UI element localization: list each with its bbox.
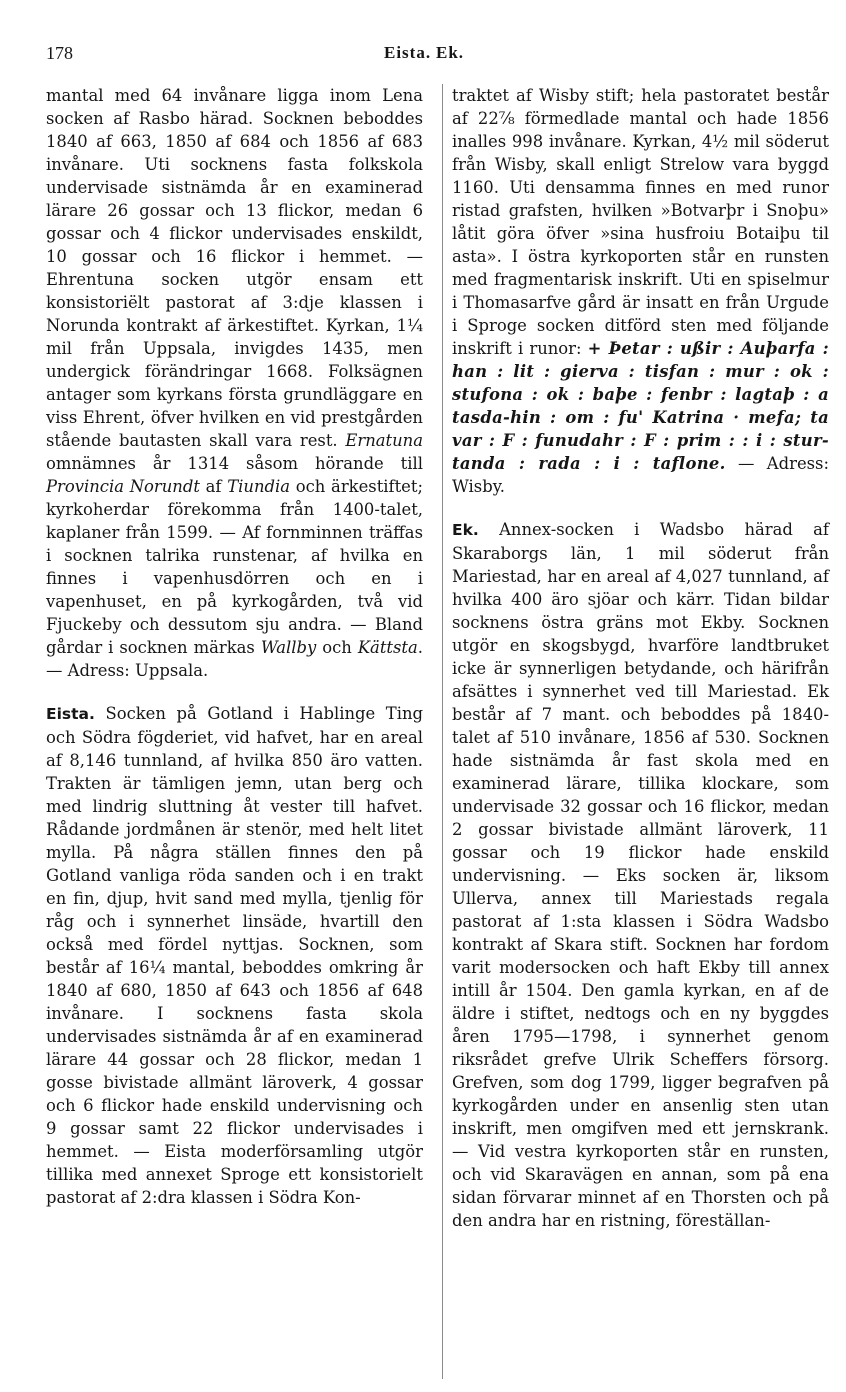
left-column	[46, 84, 423, 1209]
italic-place-name: Ernatuna	[345, 431, 423, 450]
text-run: mantal med 64 invånare ligga inom Lena socken af Rasbo härad. Socknen beboddes 1840 af 663, 1850 af 684 och 1856 af 683 invånare. Uti socknens fasta folkskola undervisade sistnämda år en examinerad lärare 26 gossar och 13 flickor, medan 6 gossar och 4 flickor undervisades enskildt, 10 gossar och 16 flickor i hemmet. — Ehrentuna socken utgör ensam ett konsistoriëlt pastorat af 3:dje klassen i Norunda kontrakt af ärkestiftet. Kyrkan, 1¼ mil från Uppsala, invigdes 1435, men undergick förändringar 1668. Folksägnen antager som kyrkans första grundläggare en viss Ehrent, öfver hvilken en vid prestgården stående bautasten skall vara rest.	[46, 86, 423, 450]
runic-inscription: + Þetar : ußir : Auþarfa : han : lit : gierva : tisfan : mur : ok : stufona : ok : baþe : fenbr : lagtaþ : a tasda-hin : om : fu' Katrina · mefa; ta var : F : funudahr : F : prim : : i : stur-tanda : rada : i : taflone.	[452, 339, 829, 473]
italic-place-name: Kättsta	[357, 638, 418, 657]
text-run: omnämnes år 1314 såsom hörande till	[46, 454, 423, 473]
italic-place-name: Tiundia	[227, 477, 291, 496]
running-head-left: Eista.	[384, 43, 432, 62]
text-run: och	[316, 638, 358, 657]
eista-entry	[46, 702, 423, 1209]
text-run: af	[199, 477, 228, 496]
page-number: 178	[46, 43, 73, 63]
text-run: — Adress: Wisby.	[452, 454, 829, 496]
italic-place-name: Wallby	[260, 638, 317, 657]
right-column	[452, 84, 829, 1232]
eista-continuation-paragraph	[452, 84, 829, 498]
text-run: . — Adress: Uppsala.	[46, 638, 423, 680]
eista-text: Socken på Gotland i Hablingе Ting och Södra fögderiet, vid hafvet, har en areal af 8,146 tunnland, af hvilka 850 äro vatten. Trakten är tämligen jemn, utan berg och med lindrig sluttning åt vester till hafvet. Rådande jordmånen är stenör, med helt litet mylla. På några ställen finnes den på Gotland vanliga röda sanden och i en trakt en fin, djup, hvit sand med mylla, tjenlig för råg och i synnerhet linsäde, hvartill den också med fördel nyttjas. Socknen, som består af 16¼ mantal, beboddes omkring år 1840 af 680, 1850 af 643 och 1856 af 648 invånare. I socknens fasta skola undervisades sistnämda år af en examinerad lärare 44 gossar och 28 flickor, medan 1 gosse bivistade allmänt läroverk, 4 gossar och 6 flickor hade enskild undervisning och 9 gossar samt 22 flickor undervisades i hemmet. — Eista moderförsamling utgör tillika med annexet Sproge ett konsistorielt pastorat af 2:dra klassen i Södra Kon-	[46, 704, 423, 1207]
ek-text: Annex-socken i Wadsbo härad af Skaraborgs län, 1 mil söderut från Mariestad, har en areal af 4,027 tunnland, af hvilka 400 äro sjöar och kärr. Tidan bildar socknens östra gräns mot Ekby. Socknen utgör en skogsbygd, hvarföre landtbruket icke är synnerligen betydande, och härifrån afsättes i synnerhet ved till Mariestad. Ek består af 7 mant. och beboddes på 1840-talet af 510 invånare, 1856 af 530. Socknen hade sistnämda år fast skola med en examinerad lärare, tillika klockare, som undervisade 32 gossar och 16 flickor, medan 2 gossar bivistade allmänt läroverk, 11 gossar och 19 flickor hade enskild undervisning. — Eks socken är, liksom Ullerva, annex till Mariestads regala pastorat af 1:sta klassen i Södra Wadsbo kontrakt af Skara stift. Socknen har fordom varit modersocken och haft Ekby till annex intill år 1504. Den gamla kyrkan, en af de äldre i stiftet, nedtogs och en ny byggdes åren 1795—1798, i synnerhet genom riksrådet grefve Ulrik Scheffers försorg. Grefven, som dog 1799, ligger begrafven på kyrkogården under en ansenlig sten utan inskrift, men omgifven med ett jernskrank. — Vid vestra kyrkoporten står en runsten, och vid Skaravägen en annan, som på ena sidan förvarar minnet af en Thorsten och på den andra har en ristning, föreställan-	[452, 520, 829, 1230]
text-run: traktet af Wisby stift; hela pastoratet består af 22⅞ förmedlade mantal och hade 1856 inalles 998 invånare. Kyrkan, 4½ mil söderut från Wisby, skall enligt Strelow vara byggd 1160. Uti densamma finnes en med runor ristad grafsten, hvilken »Botvarþr i Snoþu» låtit göra öfver »sina husfroiu Botaiþu til asta». I östra kyrkoporten står en runsten med fragmentarisk inskrift. Uti en spiselmur i Thomasarfve gård är insatt en från Urgude i Sproge socken ditförd sten med följande inskrift i runor:	[452, 86, 829, 358]
column-divider	[442, 84, 443, 1379]
eista-headword: Eista.	[46, 705, 95, 723]
ehrentuna-paragraph	[46, 84, 423, 682]
page-header	[0, 43, 846, 73]
ek-entry	[452, 518, 829, 1232]
running-head-right: Ek.	[436, 43, 465, 62]
text-run: och ärkestiftet; kyrkoherdar förekomma från 1400-talet, kaplaner från 1599. — Af fornminnen träffas i socknen talrika runstenar, af hvilka en finnes i vapenhusdörren och en i vapenhuset, en på kyrkogården, två vid Fjuckeby och dessutom sju andra. — Bland gårdar i socknen märkas	[46, 477, 423, 657]
italic-place-name: Provincia Norundt	[46, 477, 200, 496]
ek-headword: Ek.	[452, 521, 479, 539]
